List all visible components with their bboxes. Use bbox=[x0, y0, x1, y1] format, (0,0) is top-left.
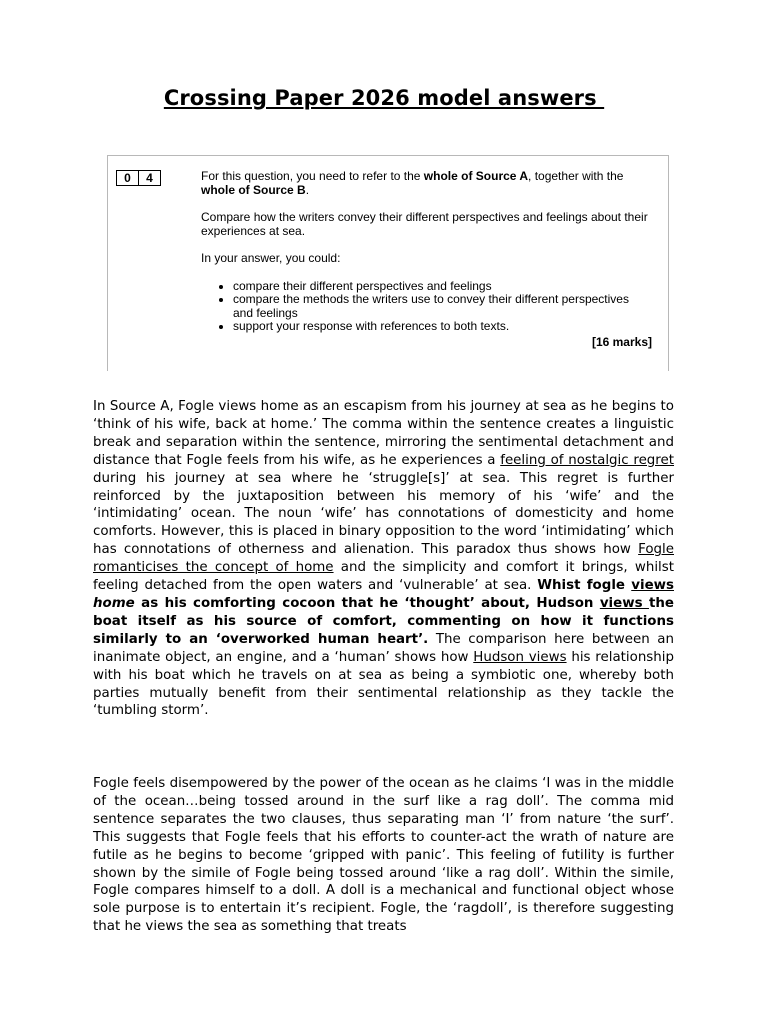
question-number-digit: 0 bbox=[116, 170, 139, 186]
question-compare: Compare how the writers convey their different perspectives and feelings about their experiences at sea. bbox=[201, 210, 648, 238]
source-b-ref: whole of Source B bbox=[201, 182, 306, 197]
question-number-digit: 4 bbox=[139, 170, 161, 186]
underlined-phrase: feeling of nostalgic regret bbox=[500, 452, 675, 468]
answer-paragraph-1 bbox=[93, 398, 674, 720]
source-a-ref: whole of Source A bbox=[423, 169, 529, 183]
question-bullet: • support your response with references to both texts. bbox=[233, 320, 651, 334]
question-bullet: • compare their different perspectives and feelings bbox=[233, 280, 651, 294]
bold-phrase: the boat itself as his source of comfort, commenting on how it functions similarly to an ‘overworked human heart’. bbox=[93, 595, 674, 647]
bold-phrase: Whist fogle bbox=[537, 578, 632, 594]
answer-text: The comparison here between an inanimate object, an engine, and a ‘human’ shows how bbox=[93, 631, 674, 665]
underlined-phrase: Fogle romanticises the concept of home bbox=[93, 542, 674, 576]
question-bullet: • compare the methods the writers use to convey their different perspectives and feelings bbox=[233, 293, 651, 320]
page-title: Crossing Paper 2026 model answers bbox=[163, 86, 605, 110]
bold-phrase: as his comforting cocoon that he ‘thought’ about, Hudson bbox=[134, 595, 600, 611]
bold-italic-phrase: home bbox=[93, 595, 135, 611]
answer-text: his relationship with his boat which he travels on at sea as being a symbiotic one, whereby both parties mutually benefit from their sentimental relationship as they tackle the ‘tumbling storm’. bbox=[93, 649, 674, 719]
question-number bbox=[116, 170, 161, 186]
marks-label: [16 marks] bbox=[591, 335, 652, 349]
question-text bbox=[201, 170, 651, 334]
question-could: In your answer, you could: bbox=[201, 251, 341, 265]
exam-question-box bbox=[107, 155, 669, 371]
bold-underlined-phrase: views bbox=[599, 595, 649, 611]
underlined-phrase: Hudson views bbox=[473, 649, 567, 665]
question-bullets bbox=[201, 280, 651, 334]
bold-underlined-phrase: views bbox=[631, 578, 674, 594]
instruction-text: , together with the bbox=[528, 169, 624, 183]
answer-text: and the simplicity and comfort it brings, whilst feeling detached from the open waters and ‘vulnerable’ at sea. bbox=[93, 560, 674, 594]
answer-text: during his journey at sea where he ‘struggle[s]’ at sea. This regret is further reinforced by the juxtaposition between his memory of his ‘wife’ and the ‘intimidating’ ocean. The noun ‘wife’ has connotations of domesticity and home comforts. However, this is placed in binary opposition to the word ‘intimidating’ which has connotations of otherness and alienation. This paradox thus shows how bbox=[93, 470, 674, 558]
answer-text: In Source A, Fogle views home as an escapism from his journey at sea as he begins to ‘think of his wife, back at home.’ The comma within the sentence creates a linguistic break and separation within the sentence, mirroring the sentimental detachment and distance that Fogle feels from his wife, as he experiences a bbox=[93, 399, 674, 468]
answer-paragraph-2: Fogle feels disempowered by the power of the ocean as he claims ‘I was in the middle of the ocean…being tossed around in the surf like a rag doll’. The comma mid sentence separates the two clauses, thus separating man ‘I’ from nature ‘the surf’. This suggests that Fogle feels that his efforts to counter-act the wrath of nature are futile as he begins to become ‘gripped with panic’. This feeling of futility is further shown by the simile of Fogle being tossed around ‘like a rag doll’. Within the simile, Fogle compares himself to a doll. A doll is a mechanical and functional object whose sole purpose is to entertain it’s recipient. Fogle, the ‘ragdoll’, is therefore suggesting that he views the sea as something that treats bbox=[93, 776, 674, 935]
question-instruction bbox=[201, 170, 651, 197]
instruction-text: . bbox=[305, 182, 310, 197]
instruction-text: For this question, you need to refer to the bbox=[201, 169, 424, 183]
